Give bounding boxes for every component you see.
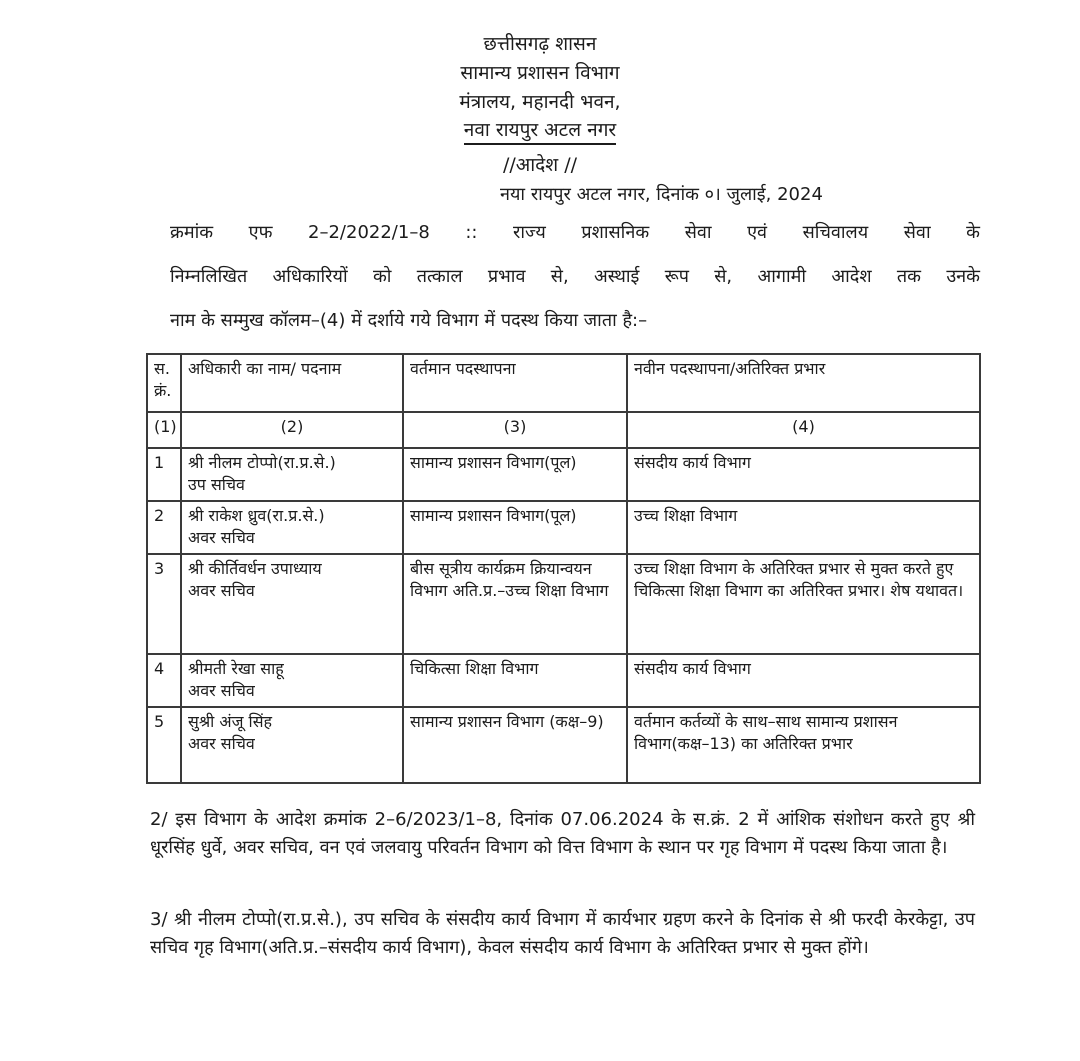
officer-designation: अवर सचिव xyxy=(188,681,255,700)
row-officer xyxy=(181,501,403,554)
table-row xyxy=(147,654,980,707)
row-new-posting: उच्च शिक्षा विभाग xyxy=(627,501,980,554)
row-new-posting: संसदीय कार्य विभाग xyxy=(627,654,980,707)
row-sno: 4 xyxy=(147,654,181,707)
row-current-posting: सामान्य प्रशासन विभाग(पूल) xyxy=(403,501,627,554)
row-current-posting: बीस सूत्रीय कार्यक्रम क्रियान्वयन विभाग अति.प्र.–उच्च शिक्षा विभाग xyxy=(403,554,627,654)
intro-paragraph xyxy=(170,218,980,336)
header-dept xyxy=(0,61,1080,85)
order-title xyxy=(0,153,1080,177)
row-officer xyxy=(181,707,403,783)
dateline: नया रायपुर अटल नगर, दिनांक ०। जुलाई, 2024 xyxy=(500,184,823,205)
header-line-2: सामान्य प्रशासन विभाग xyxy=(460,62,620,84)
officer-name: श्री नीलम टोप्पो(रा.प्र.से.) xyxy=(188,453,336,472)
header-city xyxy=(0,118,1080,145)
row-new-posting: संसदीय कार्य विभाग xyxy=(627,448,980,501)
officer-designation: उप सचिव xyxy=(188,475,245,494)
officer-name: श्रीमती रेखा साहू xyxy=(188,659,284,678)
row-sno: 5 xyxy=(147,707,181,783)
officer-designation: अवर सचिव xyxy=(188,528,255,547)
row-current-posting: सामान्य प्रशासन विभाग (कक्ष–9) xyxy=(403,707,627,783)
paragraph-3 xyxy=(150,906,975,962)
table-row xyxy=(147,501,980,554)
header-line-3: मंत्रालय, महानदी भवन, xyxy=(459,91,621,113)
row-officer xyxy=(181,448,403,501)
intro-line-2: निम्नलिखित अधिकारियों को तत्काल प्रभाव से, अस्थाई रूप से, आगामी आदेश तक उनके xyxy=(170,266,980,287)
header-line-4: नवा रायपुर अटल नगर xyxy=(464,118,616,145)
posting-table xyxy=(146,353,981,784)
officer-name: श्री कीर्तिवर्धन उपाध्याय xyxy=(188,559,322,578)
header-new-posting: नवीन पदस्थापना/अतिरिक्त प्रभार xyxy=(627,354,980,412)
header-state xyxy=(0,32,1080,56)
header-current-posting: वर्तमान पदस्थापना xyxy=(403,354,627,412)
paragraph-3-text: 3/ श्री नीलम टोप्पो(रा.प्र.से.), उप सचिव के संसदीय कार्य विभाग में कार्यभार ग्रहण करने के दिनांक से श्री फरदी केरकेट्टा, उप सचिव गृह विभाग(अति.प्र.–संसदीय कार्य विभाग), केवल संसदीय कार्य विभाग के अतिरिक्त प्रभार से मुक्त होंगे। xyxy=(150,909,975,958)
table-row xyxy=(147,554,980,654)
row-new-posting: उच्च शिक्षा विभाग के अतिरिक्त प्रभार से मुक्त करते हुए चिकित्सा शिक्षा विभाग का अतिरिक्त प्रभार। शेष यथावत। xyxy=(627,554,980,654)
row-sno: 3 xyxy=(147,554,181,654)
table-row xyxy=(147,448,980,501)
header-sno: स. क्रं. xyxy=(147,354,181,412)
paragraph-2 xyxy=(150,806,975,862)
order-title-text: //आदेश // xyxy=(502,154,578,176)
officer-designation: अवर सचिव xyxy=(188,734,255,753)
table-row xyxy=(147,707,980,783)
row-new-posting: वर्तमान कर्तव्यों के साथ–साथ सामान्य प्रशासन विभाग(कक्ष–13) का अतिरिक्त प्रभार xyxy=(627,707,980,783)
row-sno: 2 xyxy=(147,501,181,554)
intro-line-3: नाम के सम्मुख कॉलम–(4) में दर्शाये गये विभाग में पदस्थ किया जाता है:– xyxy=(170,310,648,331)
col-num-3: (3) xyxy=(403,412,627,448)
header-line-1: छत्तीसगढ़ शासन xyxy=(483,33,597,55)
intro-line-1: क्रमांक एफ 2–2/2022/1–8 :: राज्य प्रशासनिक सेवा एवं सचिवालय सेवा के xyxy=(170,222,980,243)
row-current-posting: सामान्य प्रशासन विभाग(पूल) xyxy=(403,448,627,501)
row-current-posting: चिकित्सा शिक्षा विभाग xyxy=(403,654,627,707)
row-officer xyxy=(181,654,403,707)
column-number-row xyxy=(147,412,980,448)
col-num-2: (2) xyxy=(181,412,403,448)
col-num-1: (1) xyxy=(147,412,181,448)
paragraph-2-text: 2/ इस विभाग के आदेश क्रमांक 2–6/2023/1–8, दिनांक 07.06.2024 के स.क्रं. 2 में आंशिक संशोधन करते हुए श्री धूरसिंह धुर्वे, अवर सचिव, वन एवं जलवायु परिवर्तन विभाग को वित्त विभाग के स्थान पर गृह विभाग में पदस्थ किया जाता है। xyxy=(150,809,975,858)
table-header-row xyxy=(147,354,980,412)
col-num-4: (4) xyxy=(627,412,980,448)
row-officer xyxy=(181,554,403,654)
header-officer: अधिकारी का नाम/ पदनाम xyxy=(181,354,403,412)
row-sno: 1 xyxy=(147,448,181,501)
officer-name: सुश्री अंजू सिंह xyxy=(188,712,273,731)
officer-designation: अवर सचिव xyxy=(188,581,255,600)
header-building xyxy=(0,90,1080,114)
officer-name: श्री राकेश ध्रुव(रा.प्र.से.) xyxy=(188,506,325,525)
